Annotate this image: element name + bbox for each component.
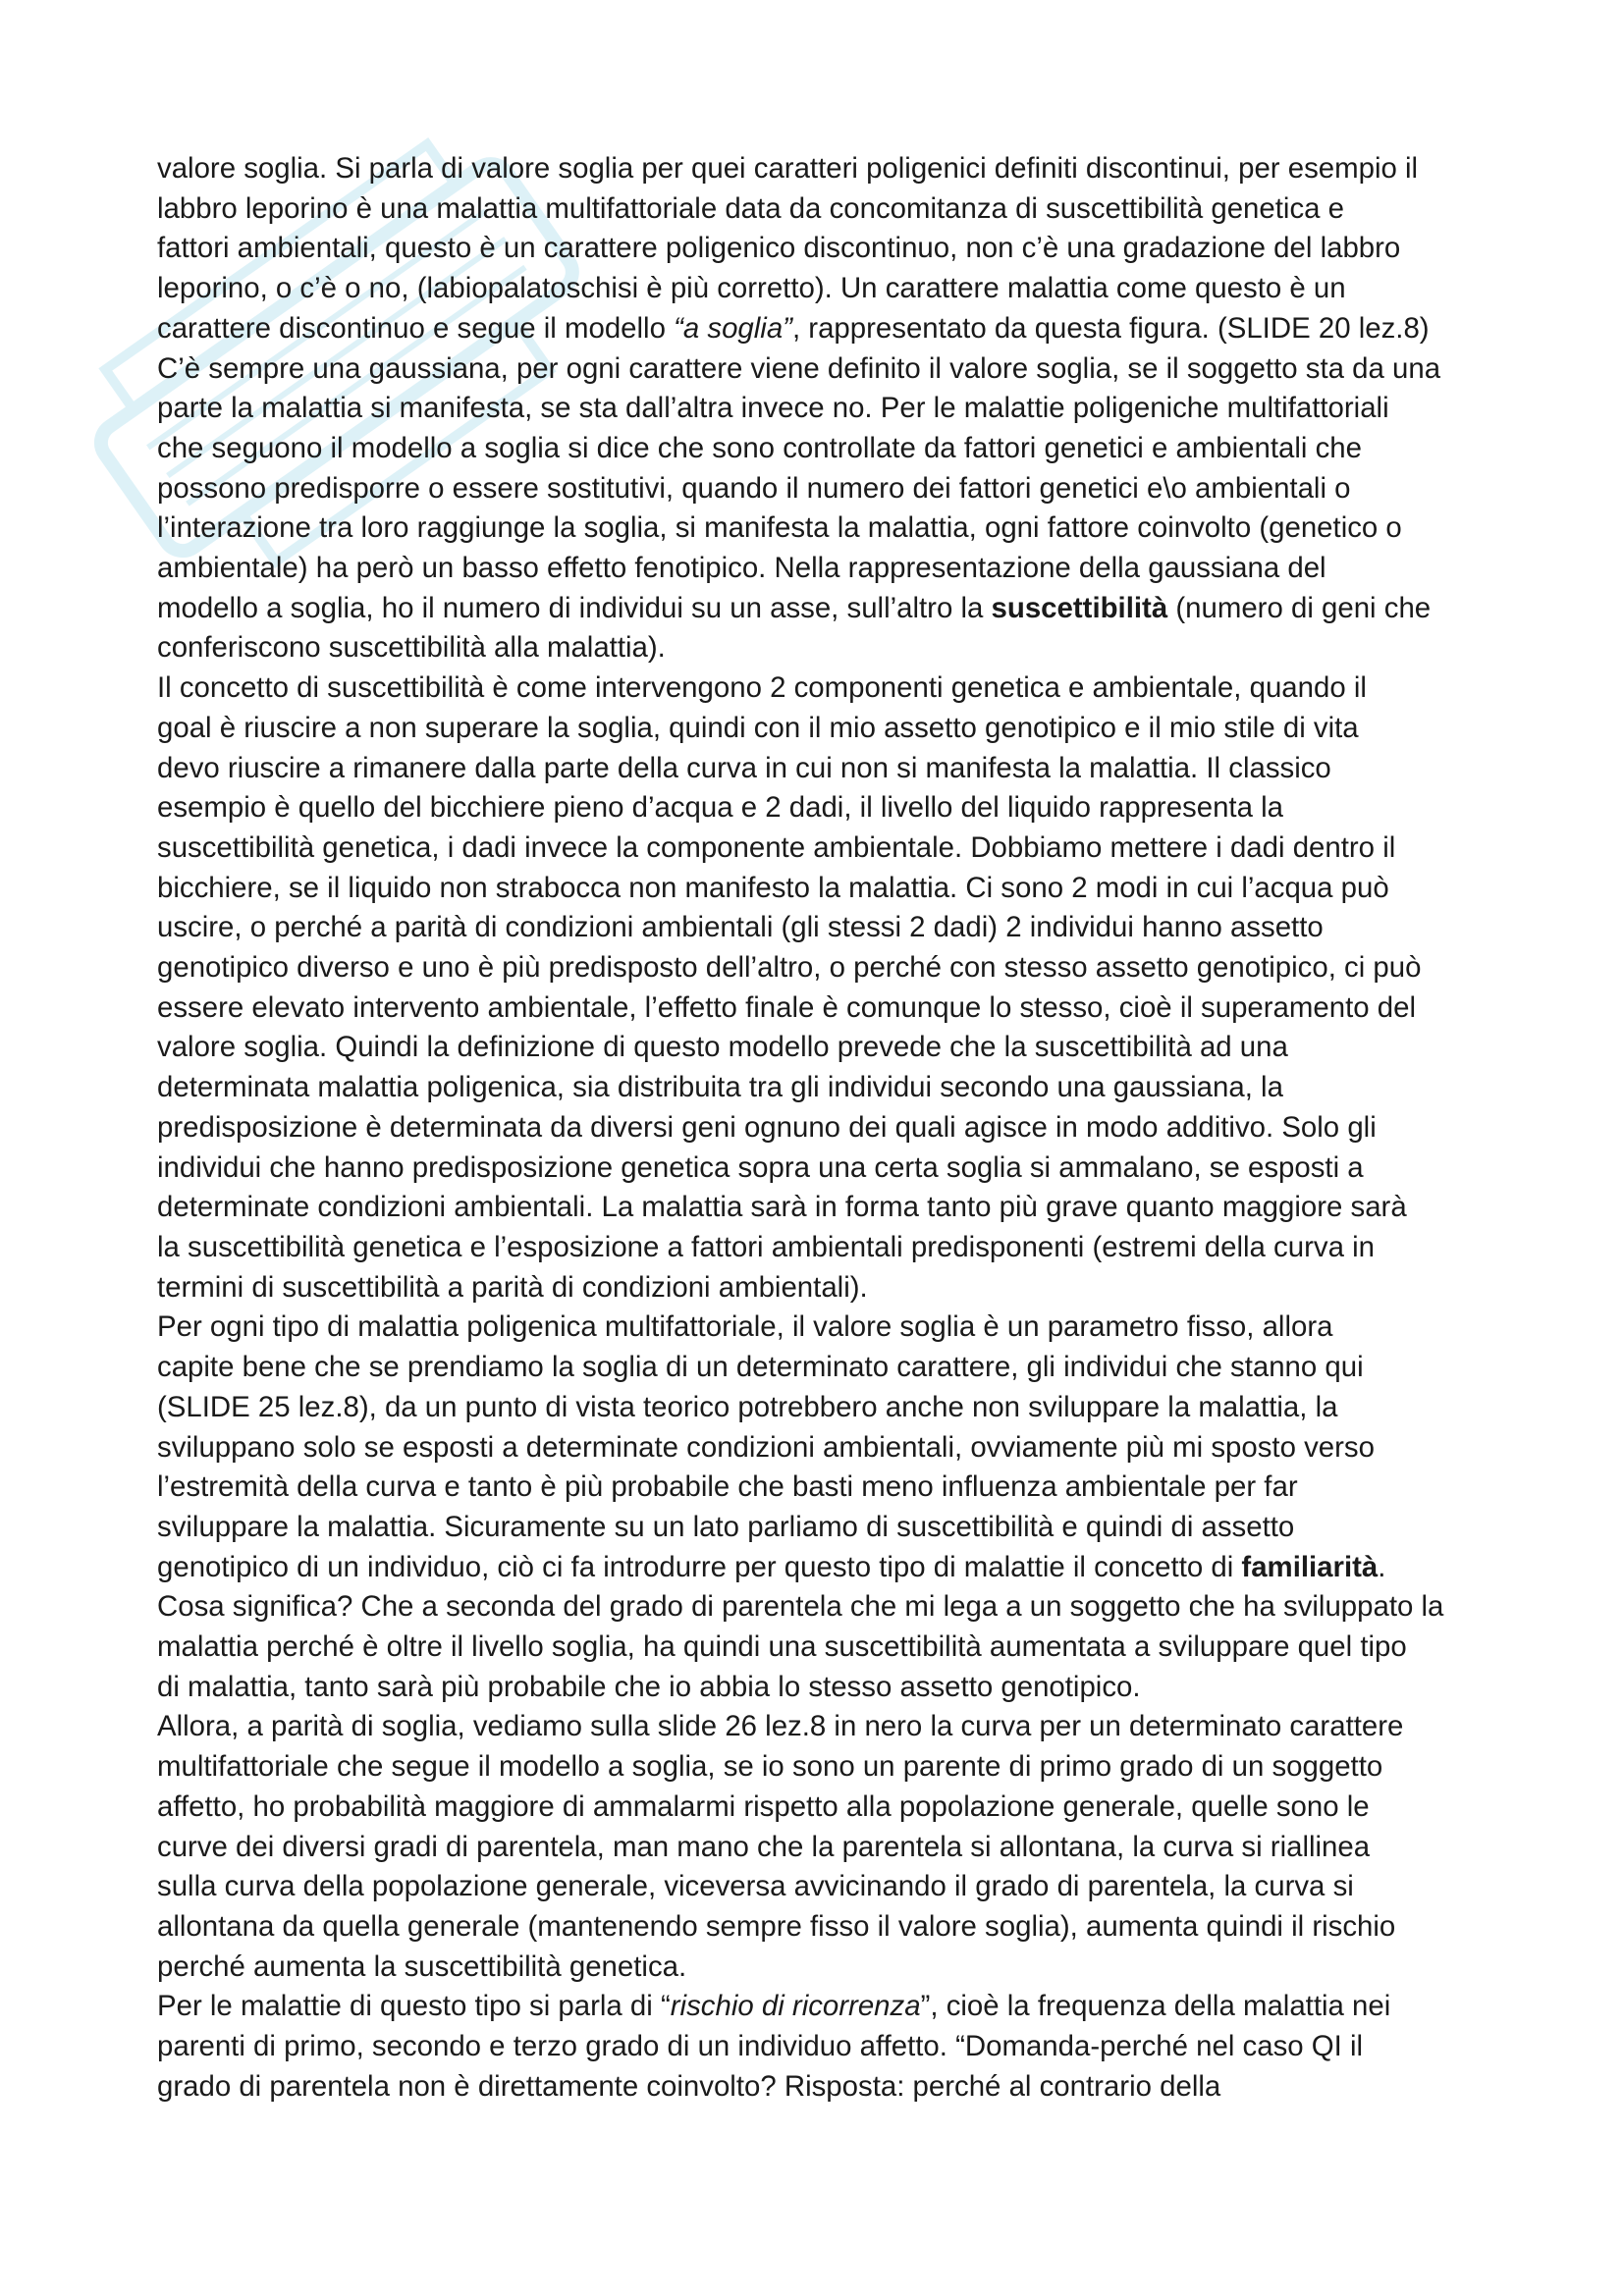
text-line [157,668,1483,709]
text-line [157,508,1483,549]
text-line [157,1028,1483,1068]
paragraph [157,1987,1483,2107]
text-line [157,1148,1483,1189]
text-line [157,988,1483,1029]
text-run: esempio è quello del bicchiere pieno d’acqua e 2 dadi, il livello del liquido rappresenta la [157,791,1283,825]
text-run: sulla curva della popolazione generale, viceversa avvicinando il grado di parentela, la curva si [157,1870,1354,1903]
text-run: genotipico di un individuo, ciò ci fa introdurre per questo tipo di malattie il concetto di [157,1550,1242,1583]
text-line [157,1548,1483,1588]
text-line [157,589,1483,629]
text-run: Il concetto di suscettibilità è come intervengono 2 componenti genetica e ambientale, quando il [157,671,1367,705]
text-run: Allora, a parità di soglia, vediamo sulla slide 26 lez.8 in nero la curva per un determinato carattere [157,1710,1404,1743]
text-line [157,1508,1483,1548]
text-run: Per ogni tipo di malattia poligenica multifattoriale, il valore soglia è un parametro fisso, allora [157,1310,1333,1344]
text-run: grado di parentela non è direttamente coinvolto? Risposta: perché al contrario della [157,2069,1221,2103]
text-run: conferiscono suscettibilità alla malattia). [157,631,666,665]
text-run: allontana da quella generale (mantenendo sempre fisso il valore soglia), aumenta quindi il rischio [157,1909,1396,1943]
text-run: determinata malattia poligenica, sia distribuita tra gli individui secondo una gaussiana, la [157,1071,1283,1104]
text-run: Per le malattie di questo tipo si parla di “ [157,1990,671,2023]
text-run: modello a soglia, ho il numero di individui su un asse, sull’altro la [157,591,992,624]
italic-text: “a soglia” [674,311,792,345]
text-line [157,2027,1483,2067]
text-line [157,1587,1483,1628]
text-line [157,1747,1483,1788]
bold-text: familiarità [1241,1550,1379,1583]
text-run: Cosa significa? Che a seconda del grado di parentela che mi lega a un soggetto che ha sviluppato la [157,1590,1444,1624]
text-line [157,1788,1483,1828]
text-line [157,1188,1483,1228]
text-run: perché aumenta la suscettibilità genetica. [157,1949,687,1983]
text-run: termini di suscettibilità a parità di condizioni ambientali). [157,1270,868,1304]
text-line [157,429,1483,469]
text-run: sviluppano solo se esposti a determinate condizioni ambientali, ovviamente più mi sposto verso [157,1430,1375,1464]
text-line [157,1907,1483,1948]
text-line [157,788,1483,828]
text-run: labbro leporino è una malattia multifattoriale data da concomitanza di suscettibilità genetica e [157,191,1344,225]
text-line [157,1068,1483,1108]
text-run: . [1378,1550,1386,1583]
text-run: affetto, ho probabilità maggiore di ammalarmi rispetto alla popolazione generale, quelle sono le [157,1789,1370,1823]
text-run: suscettibilità genetica, i dadi invece la componente ambientale. Dobbiamo mettere i dadi dentro il [157,830,1396,864]
italic-text: rischio di ricorrenza [670,1990,921,2023]
text-line [157,1388,1483,1428]
text-run: curve dei diversi gradi di parentela, man mano che la parentela si allontana, la curva si riallinea [157,1830,1371,1863]
text-line [157,1987,1483,2027]
text-line [157,1308,1483,1348]
text-line [157,469,1483,509]
text-line [157,948,1483,988]
text-run: la suscettibilità genetica e l’esposizione a fattori ambientali predisponenti (estremi della curva in [157,1230,1375,1263]
text-run: goal è riuscire a non superare la soglia, quindi con il mio assetto genotipico e il mio stile di vita [157,711,1359,744]
paragraph [157,1308,1483,1707]
text-line [157,828,1483,869]
text-line [157,149,1483,189]
text-run: fattori ambientali, questo è un carattere poligenico discontinuo, non c’è una gradazione del labbro [157,232,1401,265]
text-line [157,1948,1483,1988]
paragraph [157,668,1483,1308]
text-line [157,1428,1483,1468]
text-line [157,1108,1483,1148]
text-run: uscire, o perché a parità di condizioni ambientali (gli stessi 2 dadi) 2 individui hanno assetto [157,911,1324,944]
bold-text: suscettibilità [991,591,1168,624]
text-line [157,1867,1483,1907]
text-run: C’è sempre una gaussiana, per ogni carattere viene definito il valore soglia, se il soggetto sta da una [157,351,1441,385]
paragraph [157,149,1483,668]
text-run: ambientale) ha però un basso effetto fenotipico. Nella rappresentazione della gaussiana del [157,552,1326,585]
text-run: capite bene che se prendiamo la soglia di un determinato carattere, gli individui che stanno qui [157,1351,1364,1384]
text-line [157,1228,1483,1268]
text-run: valore soglia. Quindi la definizione di questo modello prevede che la suscettibilità ad una [157,1031,1288,1064]
text-line [157,389,1483,429]
text-line [157,908,1483,948]
text-run: di malattia, tanto sarà più probabile che io abbia lo stesso assetto genotipico. [157,1670,1141,1703]
text-run: leporino, o c’è o no, (labiopalatoschisi è più corretto). Un carattere malattia come questo è un [157,272,1346,305]
text-line [157,189,1483,230]
text-run: malattia perché è oltre il livello soglia, ha quindi una suscettibilità aumentata a sviluppare quel tipo [157,1630,1407,1664]
text-run: che seguono il modello a soglia si dice che sono controllate da fattori genetici e ambientali che [157,431,1362,464]
text-line [157,869,1483,909]
text-line [157,1268,1483,1308]
text-run: predisposizione è determinata da diversi geni ognuno dei quali agisce in modo additivo. Solo gli [157,1110,1377,1144]
text-run: essere elevato intervento ambientale, l’effetto finale è comunque lo stesso, cioè il superamento del [157,990,1416,1024]
text-run: ”, cioè la frequenza della malattia nei [920,1990,1391,2023]
text-run: parte la malattia si manifesta, se sta dall’altra invece no. Per le malattie poligeniche multifattoriali [157,392,1389,425]
text-run: l’estremità della curva e tanto è più probabile che basti meno influenza ambientale per far [157,1470,1298,1504]
paragraph [157,1707,1483,1987]
text-line [157,1348,1483,1388]
text-line [157,1828,1483,1868]
text-line [157,1707,1483,1747]
text-line [157,2067,1483,2108]
text-run: valore soglia. Si parla di valore soglia per quei caratteri poligenici definiti discontinui, per esempio il [157,152,1419,185]
text-run: (numero di geni che [1167,591,1432,624]
text-run: carattere discontinuo e segue il modello [157,311,675,345]
text-run: individui che hanno predisposizione genetica sopra una certa soglia si ammalano, se esposti a [157,1150,1364,1184]
text-line [157,229,1483,269]
text-run: devo riuscire a rimanere dalla parte della curva in cui non si manifesta la malattia. Il classico [157,751,1331,784]
text-line [157,1628,1483,1668]
text-run: parenti di primo, secondo e terzo grado di un individuo affetto. “Domanda-perché nel caso QI il [157,2030,1364,2063]
text-line [157,1668,1483,1708]
text-line [157,1468,1483,1508]
text-line [157,349,1483,390]
text-line [157,749,1483,789]
text-line [157,269,1483,309]
text-run: determinate condizioni ambientali. La malattia sarà in forma tanto più grave quanto maggiore sarà [157,1191,1407,1224]
text-run: (SLIDE 25 lez.8), da un punto di vista teorico potrebbero anche non sviluppare la malattia, la [157,1390,1338,1423]
text-run: l’interazione tra loro raggiunge la soglia, si manifesta la malattia, ogni fattore coinvolto (genetico o [157,511,1402,545]
text-line [157,709,1483,749]
text-run: possono predisporre o essere sostitutivi, quando il numero dei fattori genetici e\o ambientali o [157,471,1351,505]
text-run: , rappresentato da questa figura. (SLIDE 20 lez.8) [791,311,1430,345]
text-run: genotipico diverso e uno è più predisposto dell’altro, o perché con stesso assetto genotipico, ci può [157,951,1422,985]
text-run: sviluppare la malattia. Sicuramente su un lato parliamo di suscettibilità e quindi di assetto [157,1510,1295,1543]
text-run: multifattoriale che segue il modello a soglia, se io sono un parente di primo grado di un soggetto [157,1750,1383,1784]
text-run: bicchiere, se il liquido non strabocca non manifesto la malattia. Ci sono 2 modi in cui l’acqua può [157,871,1389,904]
text-line [157,628,1483,668]
text-line [157,309,1483,349]
document-body [157,149,1483,2107]
text-line [157,549,1483,589]
